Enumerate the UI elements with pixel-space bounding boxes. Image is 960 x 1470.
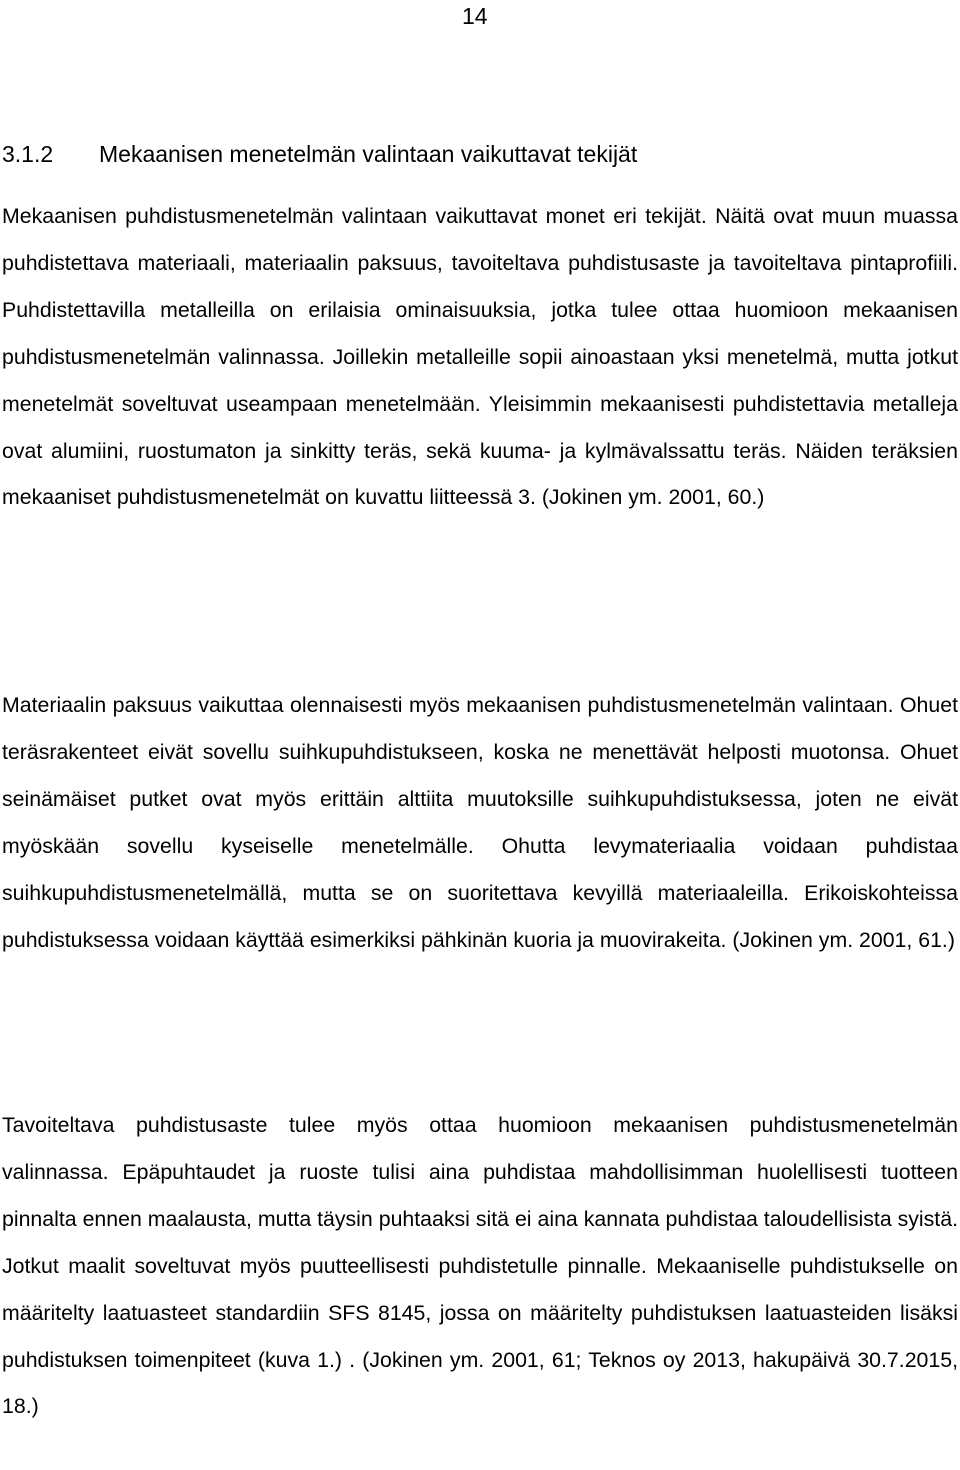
paragraph-material-thickness: Materiaalin paksuus vaikuttaa olennaisesti myös mekaanisen puhdistusmenetelmän valintaan. Ohuet teräsrakenteet eivät sovellu suihkupuhdistukseen, koska ne menettävät helposti muotonsa. Ohuet seinämäiset putket ovat myös erittäin alttiita muutoksille suihkupuhdistuksessa, joten ne eivät myöskään sovellu kyseiselle menetelmälle. Ohutta levymateriaalia voidaan puhdistaa suihkupuhdistusmenetelmällä, mutta se on suoritettava kevyillä materiaaleilla. Erikoiskohteissa puhdistuksessa voidaan käyttää esimerkiksi pähkinän kuoria ja muovirakeita. (Jokinen ym. 2001, 61.)	[2, 693, 958, 952]
section-number: 3.1.2	[2, 141, 54, 167]
paragraph-selection-factors: Mekaanisen puhdistusmenetelmän valintaan vaikuttavat monet eri tekijät. Näitä ovat muun muassa puhdistettava materiaali, materiaalin paksuus, tavoiteltava puhdistusaste ja tavoiteltava pintaprofiili. Puhdistettavilla metalleilla on erilaisia ominaisuuksia, jotka tulee ottaa huomioon mekaanisen puhdistusmenetelmän valinnassa. Joillekin metalleille sopii ainoastaan yksi menetelmä, mutta jotkut menetelmät soveltuvat useampaan menetelmään. Yleisimmin mekaanisesti puhdistettavia metalleja ovat alumiini, ruostumaton ja sinkitty teräs, sekä kuuma- ja kylmävalssattu teräs. Näiden teräksien mekaaniset puhdistusmenetelmät on kuvattu liitteessä 3. (Jokinen ym. 2001, 60.)	[2, 204, 958, 510]
paragraph-cleanliness-grade: Tavoiteltava puhdistusaste tulee myös ottaa huomioon mekaanisen puhdistusmenetelmän valinnassa. Epäpuhtaudet ja ruoste tulisi aina puhdistaa mahdollisimman huolellisesti tuotteen pinnalta ennen maalausta, mutta täysin puhtaaksi sitä ei aina kannata puhdistaa taloudellisista syistä. Jotkut maalit soveltuvat myös puutteellisesti puhdistetulle pinnalle. Mekaaniselle puhdistukselle on määritelty laatuasteet standardiin SFS 8145, jossa on määritelty puhdistuksen laatuasteiden lisäksi puhdistuksen toimenpiteet (kuva 1.) . (Jokinen ym. 2001, 61; Teknos oy 2013, hakupäivä 30.7.2015, 18.)	[2, 1113, 958, 1419]
page-number: 14	[462, 3, 488, 29]
section-title: Mekaanisen menetelmän valintaan vaikuttavat tekijät	[99, 141, 638, 167]
section-heading	[2, 139, 637, 169]
